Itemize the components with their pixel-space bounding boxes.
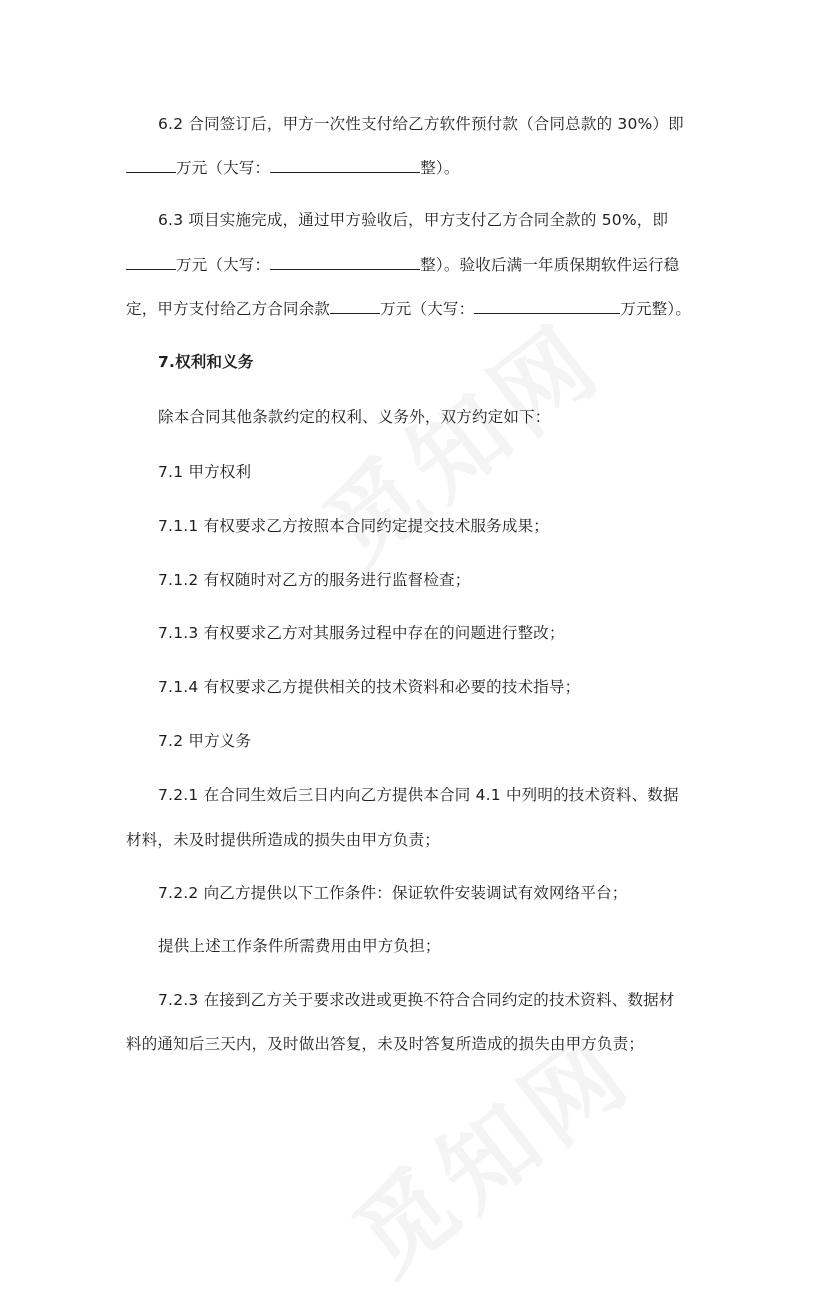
clause-6-2-line-2	[126, 158, 460, 178]
blank-balance-amount	[330, 299, 380, 314]
blank-capital-amount	[270, 255, 420, 270]
clause-6-3-line-2	[126, 255, 679, 275]
blank-capital-amount	[270, 158, 420, 173]
subsection-7-1: 7.1 甲方权利	[158, 463, 252, 481]
clause-6-3-line-1: 6.3 项目实施完成，通过甲方验收后，甲方支付乙方合同全款的 50%，即	[158, 211, 669, 229]
clause-7-2-2-cost: 提供上述工作条件所需费用由甲方负担；	[158, 937, 441, 955]
section-7-heading: 7.权利和义务	[158, 353, 254, 371]
clause-7-1-3: 7.1.3 有权要求乙方对其服务过程中存在的问题进行整改；	[158, 624, 565, 642]
clause-6-3-line-3	[126, 299, 691, 319]
text-zheng-warranty: 整）。验收后满一年质保期软件运行稳	[420, 256, 680, 274]
clause-7-1-1: 7.1.1 有权要求乙方按照本合同约定提交技术服务成果；	[158, 517, 549, 535]
clause-6-2-line-1: 6.2 合同签订后，甲方一次性支付给乙方软件预付款（合同总款的 30%）即	[158, 115, 684, 133]
clause-7-1-4: 7.1.4 有权要求乙方提供相关的技术资料和必要的技术指导；	[158, 678, 581, 696]
blank-balance-capital	[474, 299, 620, 314]
clause-7-2-3-line-2: 料的通知后三天内，及时做出答复，未及时答复所造成的损失由甲方负责；	[126, 1035, 645, 1053]
clause-7-2-1-line-1: 7.2.1 在合同生效后三日内向乙方提供本合同 4.1 中列明的技术资料、数据	[158, 786, 679, 804]
section-7-intro: 除本合同其他条款约定的权利、义务外，双方约定如下：	[158, 408, 551, 426]
clause-7-1-2: 7.1.2 有权随时对乙方的服务进行监督检查；	[158, 571, 471, 589]
text-wanyuan-daxie: 万元（大写：	[176, 256, 271, 274]
subsection-7-2: 7.2 甲方义务	[158, 732, 252, 750]
blank-amount	[126, 158, 176, 173]
clause-7-2-2: 7.2.2 向乙方提供以下工作条件：保证软件安装调试有效网络平台；	[158, 884, 628, 902]
text-wanyuan-zheng: 万元整）。	[620, 300, 692, 318]
watermark	[292, 287, 627, 591]
clause-7-2-3-line-1: 7.2.3 在接到乙方关于要求改进或更换不符合合同约定的技术资料、数据材	[158, 991, 675, 1009]
blank-amount	[126, 255, 176, 270]
text-wanyuan-daxie: 万元（大写：	[380, 300, 475, 318]
text-zheng: 整）。	[420, 159, 460, 177]
clause-7-2-1-line-2: 材料，未及时提供所造成的损失由甲方负责；	[126, 831, 441, 849]
text-wanyuan-daxie: 万元（大写：	[176, 159, 271, 177]
text-balance-payment: 定，甲方支付给乙方合同余款	[126, 300, 331, 318]
